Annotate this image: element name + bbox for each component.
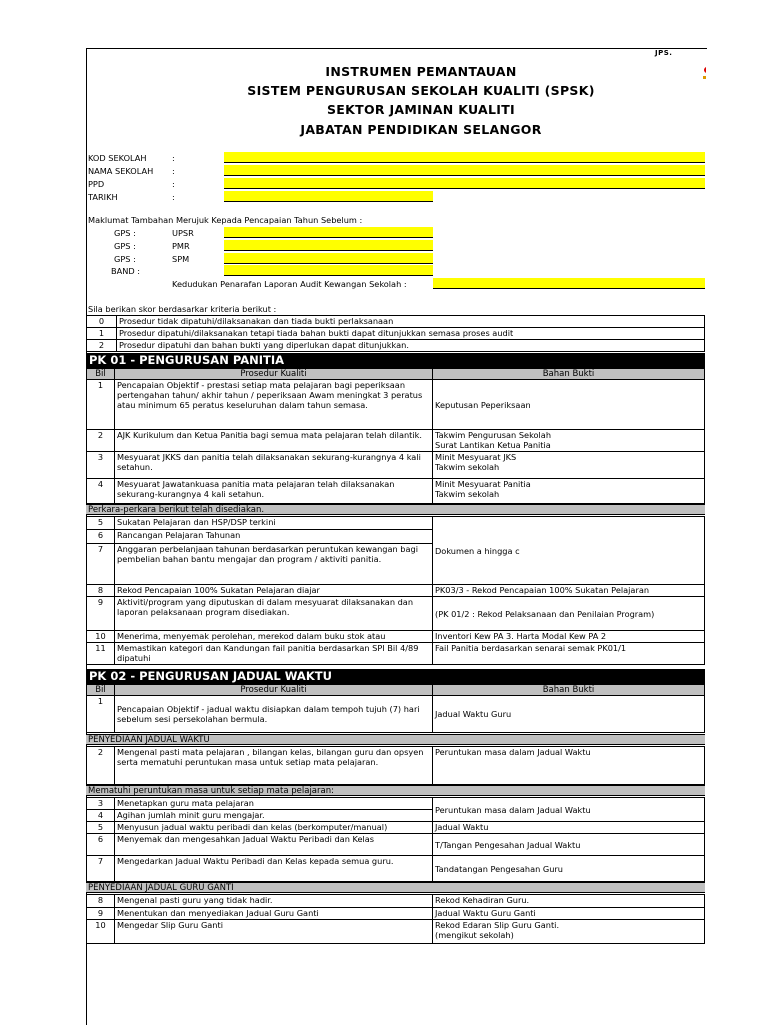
row-bil: 10 [87,920,115,944]
col-prosedur: Prosedur Kualiti [115,369,433,380]
col-bil: Bil [87,369,115,380]
col-prosedur: Prosedur Kualiti [115,685,433,696]
row-prosedur: Aktiviti/program yang diputuskan di dalam mesyuarat dilaksanakan dan laporan pelaksanaan program disediakan. [115,597,433,631]
row-bil: 10 [87,631,115,643]
row-prosedur: Menerima, menyemak perolehan, merekod dalam buku stok atau [115,631,433,643]
colon: : [172,179,175,189]
ppd-label: PPD [88,179,105,189]
title-line-2: SISTEM PENGURUSAN SEKOLAH KUALITI (SPSK) [247,83,595,98]
row-prosedur: Menyemak dan mengesahkan Jadual Waktu Peribadi dan Kelas [115,834,433,856]
row-bukti: Jadual Waktu Guru [433,696,705,733]
row-bukti: Jadual Waktu [433,822,705,834]
gps-pmr-field[interactable] [224,240,433,251]
pk01-table-b [86,516,705,665]
row-prosedur: Rancangan Pelajaran Tahunan [115,530,433,544]
pk01-subheading: Perkara-perkara berikut telah disediakan. [86,504,705,515]
pk02-table [86,684,705,733]
row-prosedur: Pencapaian Objektif - jadual waktu disiapkan dalam tempoh tujuh (7) hari sebelum sesi persekolahan bermula. [115,696,433,733]
row-bil: 11 [87,643,115,665]
nama-sekolah-label: NAMA SEKOLAH [88,166,154,176]
row-prosedur: Mengedarkan Jadual Waktu Peribadi dan Kelas kepada semua guru. [115,856,433,882]
row-bukti: PK03/3 - Rekod Pencapaian 100% Sukatan Pelajaran [433,585,705,597]
form-code: JPS. [655,49,673,57]
audit-field[interactable] [433,278,705,289]
row-prosedur: Pencapaian Objektif - prestasi setiap mata pelajaran bagi peperiksaan pertengahan tahun/ akhir tahun / peperiksaan Awam meningkat 3 peratus atau minimum 65 peratus keseluruhan dalam tahun semasa. [115,380,433,430]
row-bil: 6 [87,530,115,544]
row-prosedur: Mesyuarat Jawatankuasa panitia mata pelajaran telah dilaksanakan sekurang-kurangnya 4 kali setahun. [115,479,433,504]
gps-upsr-field[interactable] [224,227,433,238]
gps-exam: UPSR [172,228,194,238]
title-line-4: JABATAN PENDIDIKAN SELANGOR [300,122,542,137]
row-bukti: Inventori Kew PA 3. Harta Modal Kew PA 2 [433,631,705,643]
row-prosedur: Menyusun jadual waktu peribadi dan kelas (berkomputer/manual) [115,822,433,834]
row-bil: 1 [87,696,115,733]
score-value: 1 [87,328,117,340]
row-bil: 7 [87,544,115,585]
pk02-table-d [86,894,705,944]
row-bil: 8 [87,585,115,597]
row-bukti: Minit Mesyuarat JKS Takwim sekolah [433,452,705,479]
row-bukti: Rekod Kehadiran Guru. [433,895,705,908]
row-bil: 8 [87,895,115,908]
row-prosedur: Memastikan kategori dan Kandungan fail panitia berdasarkan SPI Bil 4/89 dipatuhi [115,643,433,665]
row-prosedur: Anggaran perbelanjaan tahunan berdasarkan peruntukan kewangan bagi pembelian bahan bantu mengajar dan program / aktiviti panitia. [115,544,433,585]
row-prosedur: Sukatan Pelajaran dan HSP/DSP terkini [115,517,433,530]
row-bukti: Fail Panitia berdasarkan senarai semak PK01/1 [433,643,705,665]
colon: : [172,192,175,202]
row-bukti: (PK 01/2 : Rekod Pelaksanaan dan Penilaian Program) [433,597,705,631]
colon: : [172,166,175,176]
gps-exam: PMR [172,241,190,251]
row-bil: 6 [87,834,115,856]
kod-sekolah-label: KOD SEKOLAH [88,153,147,163]
row-bukti: Takwim Pengurusan Sekolah Surat Lantikan Ketua Panitia [433,430,705,452]
score-value: 2 [87,340,117,352]
gps-exam: SPM [172,254,190,264]
row-bil: 4 [87,810,115,822]
extra-info-heading: Maklumat Tambahan Merujuk Kepada Pencapaian Tahun Sebelum : [88,215,363,225]
row-prosedur: Agihan jumlah minit guru mengajar. [115,810,433,822]
row-prosedur: Mengenal pasti mata pelajaran , bilangan kelas, bilangan guru dan opsyen serta mematuhi peruntukan masa untuk setiap mata pelajaran. [115,747,433,785]
pk02-section-title: PK 02 - PENGURUSAN JADUAL WAKTU [86,669,705,684]
row-bukti: T/Tangan Pengesahan Jadual Waktu [433,834,705,856]
pk01-section-title: PK 01 - PENGURUSAN PANITIA [86,353,705,368]
col-bil: Bil [87,685,115,696]
gps-label: GPS : [114,241,136,251]
ppd-field[interactable] [224,178,705,189]
band-label: BAND : [111,266,141,276]
row-bil: 9 [87,597,115,631]
pk02-table-c [86,797,705,882]
gps-label: GPS : [114,254,136,264]
score-text: Prosedur tidak dipatuhi/dilaksanakan dan tiada bukti perlaksanaan [117,316,705,328]
score-text: Prosedur dipatuhi/dilaksanakan tetapi tiada bahan bukti dapat ditunjukkan semasa proses audit [117,328,705,340]
row-bukti: Minit Mesyuarat Panitia Takwim sekolah [433,479,705,504]
scoring-heading: Sila berikan skor berdasarkar kriteria berikut : [88,304,277,314]
row-bukti: Jadual Waktu Guru Ganti [433,908,705,920]
score-value: 0 [87,316,117,328]
pk02-subheading-3: PENYEDIAAN JADUAL GURU GANTI [86,882,705,893]
tarikh-label: TARIKH [88,192,118,202]
row-prosedur: Menetapkan guru mata pelajaran [115,798,433,810]
audit-label: Kedudukan Penarafan Laporan Audit Kewangan Sekolah : [172,279,407,289]
row-bukti: Tandatangan Pengesahan Guru [433,856,705,882]
row-bil: 1 [87,380,115,430]
scoring-table [86,315,705,352]
row-bukti: Rekod Edaran Slip Guru Ganti. (mengikut sekolah) [433,920,705,944]
pk01-table [86,368,705,504]
pk02-subheading-1: PENYEDIAAN JADUAL WAKTU [86,734,705,745]
pk02-table-b [86,746,705,785]
pk02-subheading-2: Mematuhi peruntukan masa untuk setiap mata pelajaran: [86,785,705,796]
gps-spm-field[interactable] [224,253,433,264]
row-prosedur: Menentukan dan menyediakan Jadual Guru Ganti [115,908,433,920]
kod-sekolah-field[interactable] [224,152,705,163]
row-bil: 2 [87,430,115,452]
row-bukti: Keputusan Peperiksaan [433,380,705,430]
row-bukti: Dokumen a hingga c [433,517,705,585]
row-bil: 9 [87,908,115,920]
row-bil: 2 [87,747,115,785]
tarikh-field[interactable] [224,191,433,202]
title-line-3: SEKTOR JAMINAN KUALITI [326,102,516,117]
row-bil: 5 [87,517,115,530]
col-bukti: Bahan Bukti [433,685,705,696]
col-bukti: Bahan Bukti [433,369,705,380]
nama-sekolah-field[interactable] [224,165,705,176]
row-prosedur: Mesyuarat JKKS dan panitia telah dilaksanakan sekurang-kurangnya 4 kali setahun. [115,452,433,479]
row-bil: 3 [87,452,115,479]
row-bil: 5 [87,822,115,834]
colon: : [172,153,175,163]
row-bil: 3 [87,798,115,810]
score-text: Prosedur dipatuhi dan bahan bukti yang diperlukan dapat ditunjukkan. [117,340,705,352]
title-line-1: INSTRUMEN PEMANTAUAN [325,64,517,79]
row-prosedur: Mengenal pasti guru yang tidak hadir. [115,895,433,908]
row-prosedur: Rekod Pencapaian 100% Sukatan Pelajaran diajar [115,585,433,597]
row-bukti: Peruntukan masa dalam Jadual Waktu [433,798,705,822]
gps-label: GPS : [114,228,136,238]
band-field[interactable] [224,265,433,276]
row-bukti: Peruntukan masa dalam Jadual Waktu [433,747,705,785]
row-bil: 4 [87,479,115,504]
row-prosedur: Mengedar Slip Guru Ganti [115,920,433,944]
row-bil: 7 [87,856,115,882]
row-prosedur: AJK Kurikulum dan Ketua Panitia bagi semua mata pelajaran telah dilantik. [115,430,433,452]
